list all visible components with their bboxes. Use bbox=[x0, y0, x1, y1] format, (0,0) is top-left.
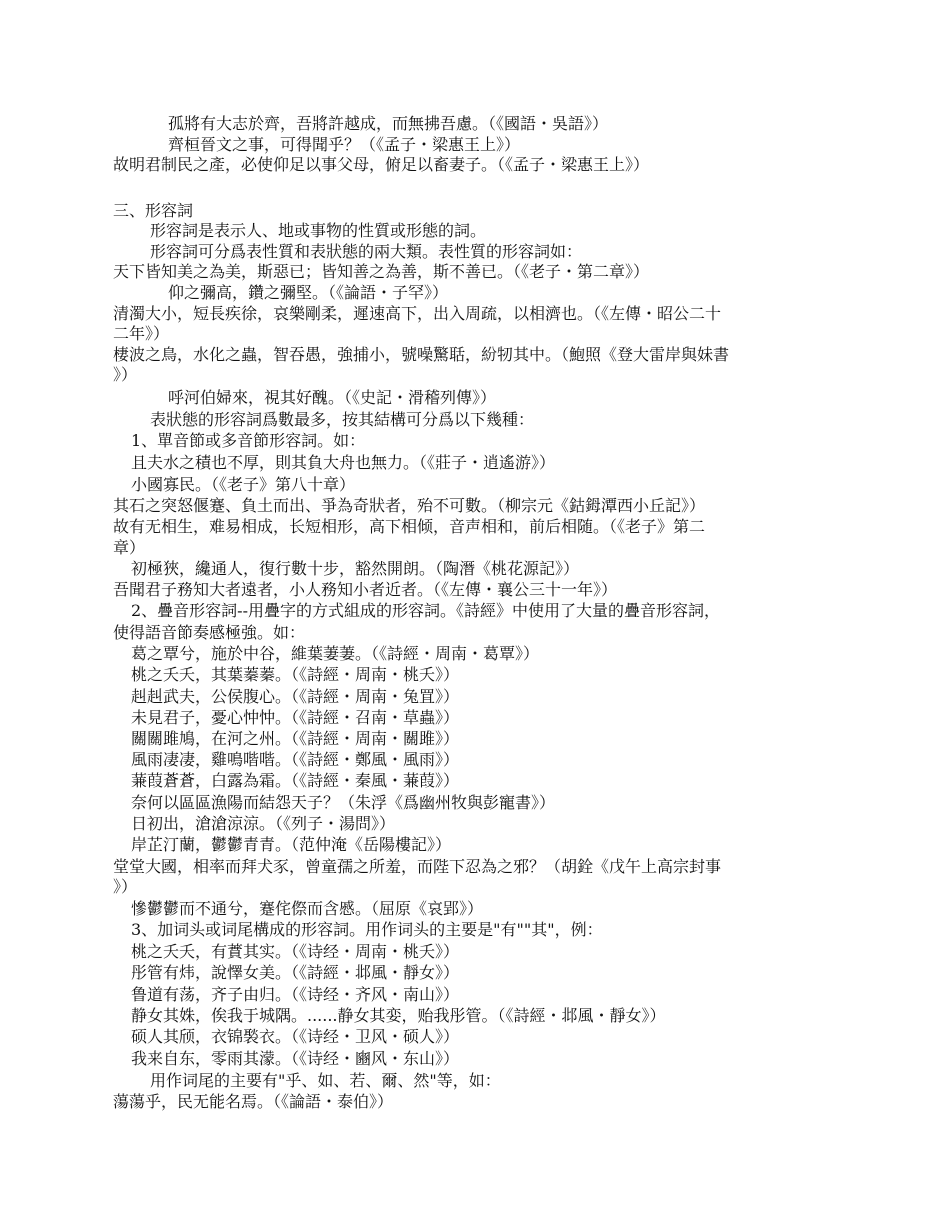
text-line: 齊桓晉文之事，可得聞乎？（《孟子・梁惠王上》） bbox=[168, 135, 521, 154]
text-line: 形容詞是表示人、地或事物的性質或形態的詞。 bbox=[150, 221, 487, 240]
text-line: 桃之夭夭，有蕡其实。（《诗经・周南・桃夭》） bbox=[131, 942, 460, 961]
text-line: 天下皆知美之為美，斯惡已；皆知善之為善，斯不善已。（《老子・第二章》） bbox=[113, 262, 650, 281]
text-line: 葛之覃兮，施於中谷，維葉萋萋。（《詩經・周南・葛覃》） bbox=[131, 644, 540, 663]
text-line: 形容詞可分爲表性質和表狀態的兩大類。表性質的形容詞如： bbox=[150, 242, 583, 261]
text-line: 慘鬱鬱而不通兮，蹇侘傺而含慼。（屈原《哀郢》） bbox=[131, 899, 484, 918]
text-line: 二年》） bbox=[113, 324, 170, 343]
text-line: 其石之突怒偃蹇、負土而出、爭為奇狀者，殆不可數。（柳宗元《鈷鉧潭西小丘記》） bbox=[113, 496, 706, 515]
text-line: 静女其姝，俟我于城隅。......静女其娈，贻我彤管。（《詩經・邶風・靜女》） bbox=[131, 1006, 666, 1025]
list-heading: 3、加词头或词尾構成的形容詞。用作词头的主要是"有""其"，例： bbox=[131, 920, 603, 939]
text-line: 小國寡民。（《老子》第八十章） bbox=[131, 475, 356, 494]
text-line: 日初出，滄滄涼涼。（《列子・湯問》） bbox=[131, 814, 396, 833]
text-line: 關關雎鳩，在河之州。（《詩經・周南・關雎》） bbox=[131, 729, 460, 748]
text-line: 赳赳武夫，公侯腹心。（《詩經・周南・兔罝》） bbox=[131, 687, 460, 706]
text-line: 桃之夭夭，其葉蓁蓁。（《詩經・周南・桃夭》） bbox=[131, 665, 460, 684]
list-heading: 1、單音節或多音節形容詞。如： bbox=[131, 431, 366, 450]
text-line: 仰之彌高，鑽之彌堅。（《論語・子罕》） bbox=[168, 283, 449, 302]
text-line: 吾聞君子務知大者遠者，小人務知小者近者。（《左傳・襄公三十一年》） bbox=[113, 580, 618, 599]
text-line: 彤管有炜，說懌女美。（《詩經・邶風・靜女》） bbox=[131, 963, 460, 982]
text-line: 且夫水之積也不厚，則其負大舟也無力。（《莊子・逍遙游》） bbox=[131, 453, 556, 472]
text-line: 》） bbox=[113, 877, 138, 896]
text-line: 鲁道有荡，齐子由归。（《诗经・齐风・南山》） bbox=[131, 985, 460, 1004]
text-line: 蒹葭蒼蒼，白露為霜。（《詩經・秦風・蒹葭》） bbox=[131, 771, 460, 790]
text-line: 孤將有大志於齊，吾將許越成，而無拂吾慮。（《國語・吳語》） bbox=[168, 114, 609, 133]
text-line: 呼河伯婦來，視其好醜。（《史記・滑稽列傳》） bbox=[168, 388, 497, 407]
text-line: 我来自东，零雨其濛。（《诗经・豳风・东山》） bbox=[131, 1049, 460, 1068]
text-line: 初極狹，纔通人，復行數十步，豁然開朗。（陶潛《桃花源記》） bbox=[131, 559, 580, 578]
text-line: 風雨凄凄，雞鳴喈喈。（《詩經・鄭風・風雨》） bbox=[131, 750, 460, 769]
text-line: 堂堂大國，相率而拜犬豕，曾童孺之所羞，而陛下忍為之邪？（胡銓《戊午上高宗封事 bbox=[113, 857, 722, 876]
text-line: 故有无相生，难易相成，长短相形，高下相倾，音声相和，前后相随。（《老子》第二 bbox=[113, 517, 706, 536]
text-line: 未見君子，憂心忡忡。（《詩經・召南・草蟲》） bbox=[131, 708, 460, 727]
text-line: 用作词尾的主要有"乎、如、若、爾、然"等，如： bbox=[150, 1071, 501, 1090]
text-line: 棲波之鳥，水化之蟲，智吞愚，強捕小，號噪驚聒，紛牣其中。（鮑照《登大雷岸與妹書 bbox=[113, 345, 730, 364]
text-line: 岸芷汀蘭，鬱鬱青青。（范仲淹《岳陽樓記》） bbox=[131, 835, 452, 854]
text-line: 表狀態的形容詞爲數最多，按其結構可分爲以下幾種： bbox=[150, 410, 535, 429]
text-line: 奈何以區區漁陽而結怨天子？（朱浮《爲幽州牧與彭寵書》） bbox=[131, 793, 556, 812]
text-line: 使得語音節奏感極強。如： bbox=[113, 623, 306, 642]
text-line: 蕩蕩乎，民无能名焉。（《論語・泰伯》） bbox=[113, 1092, 394, 1111]
text-line: 故明君制民之產，必使仰足以事父母，俯足以畜妻子。（《孟子・梁惠王上》） bbox=[113, 155, 650, 174]
text-line: 硕人其颀，衣锦褧衣。（《诗经・卫风・硕人》） bbox=[131, 1027, 460, 1046]
section-heading: 三、形容詞 bbox=[113, 201, 194, 220]
text-line: 章） bbox=[113, 538, 146, 557]
text-line: 清濁大小，短長疾徐，哀樂剛柔，遲速高下，出入周疏，以相濟也。（《左傳・昭公二十 bbox=[113, 304, 722, 323]
list-heading: 2、疊音形容詞--用疊字的方式組成的形容詞。《詩經》中使用了大量的疊音形容詞， bbox=[131, 601, 720, 620]
text-line: 》） bbox=[113, 365, 138, 384]
